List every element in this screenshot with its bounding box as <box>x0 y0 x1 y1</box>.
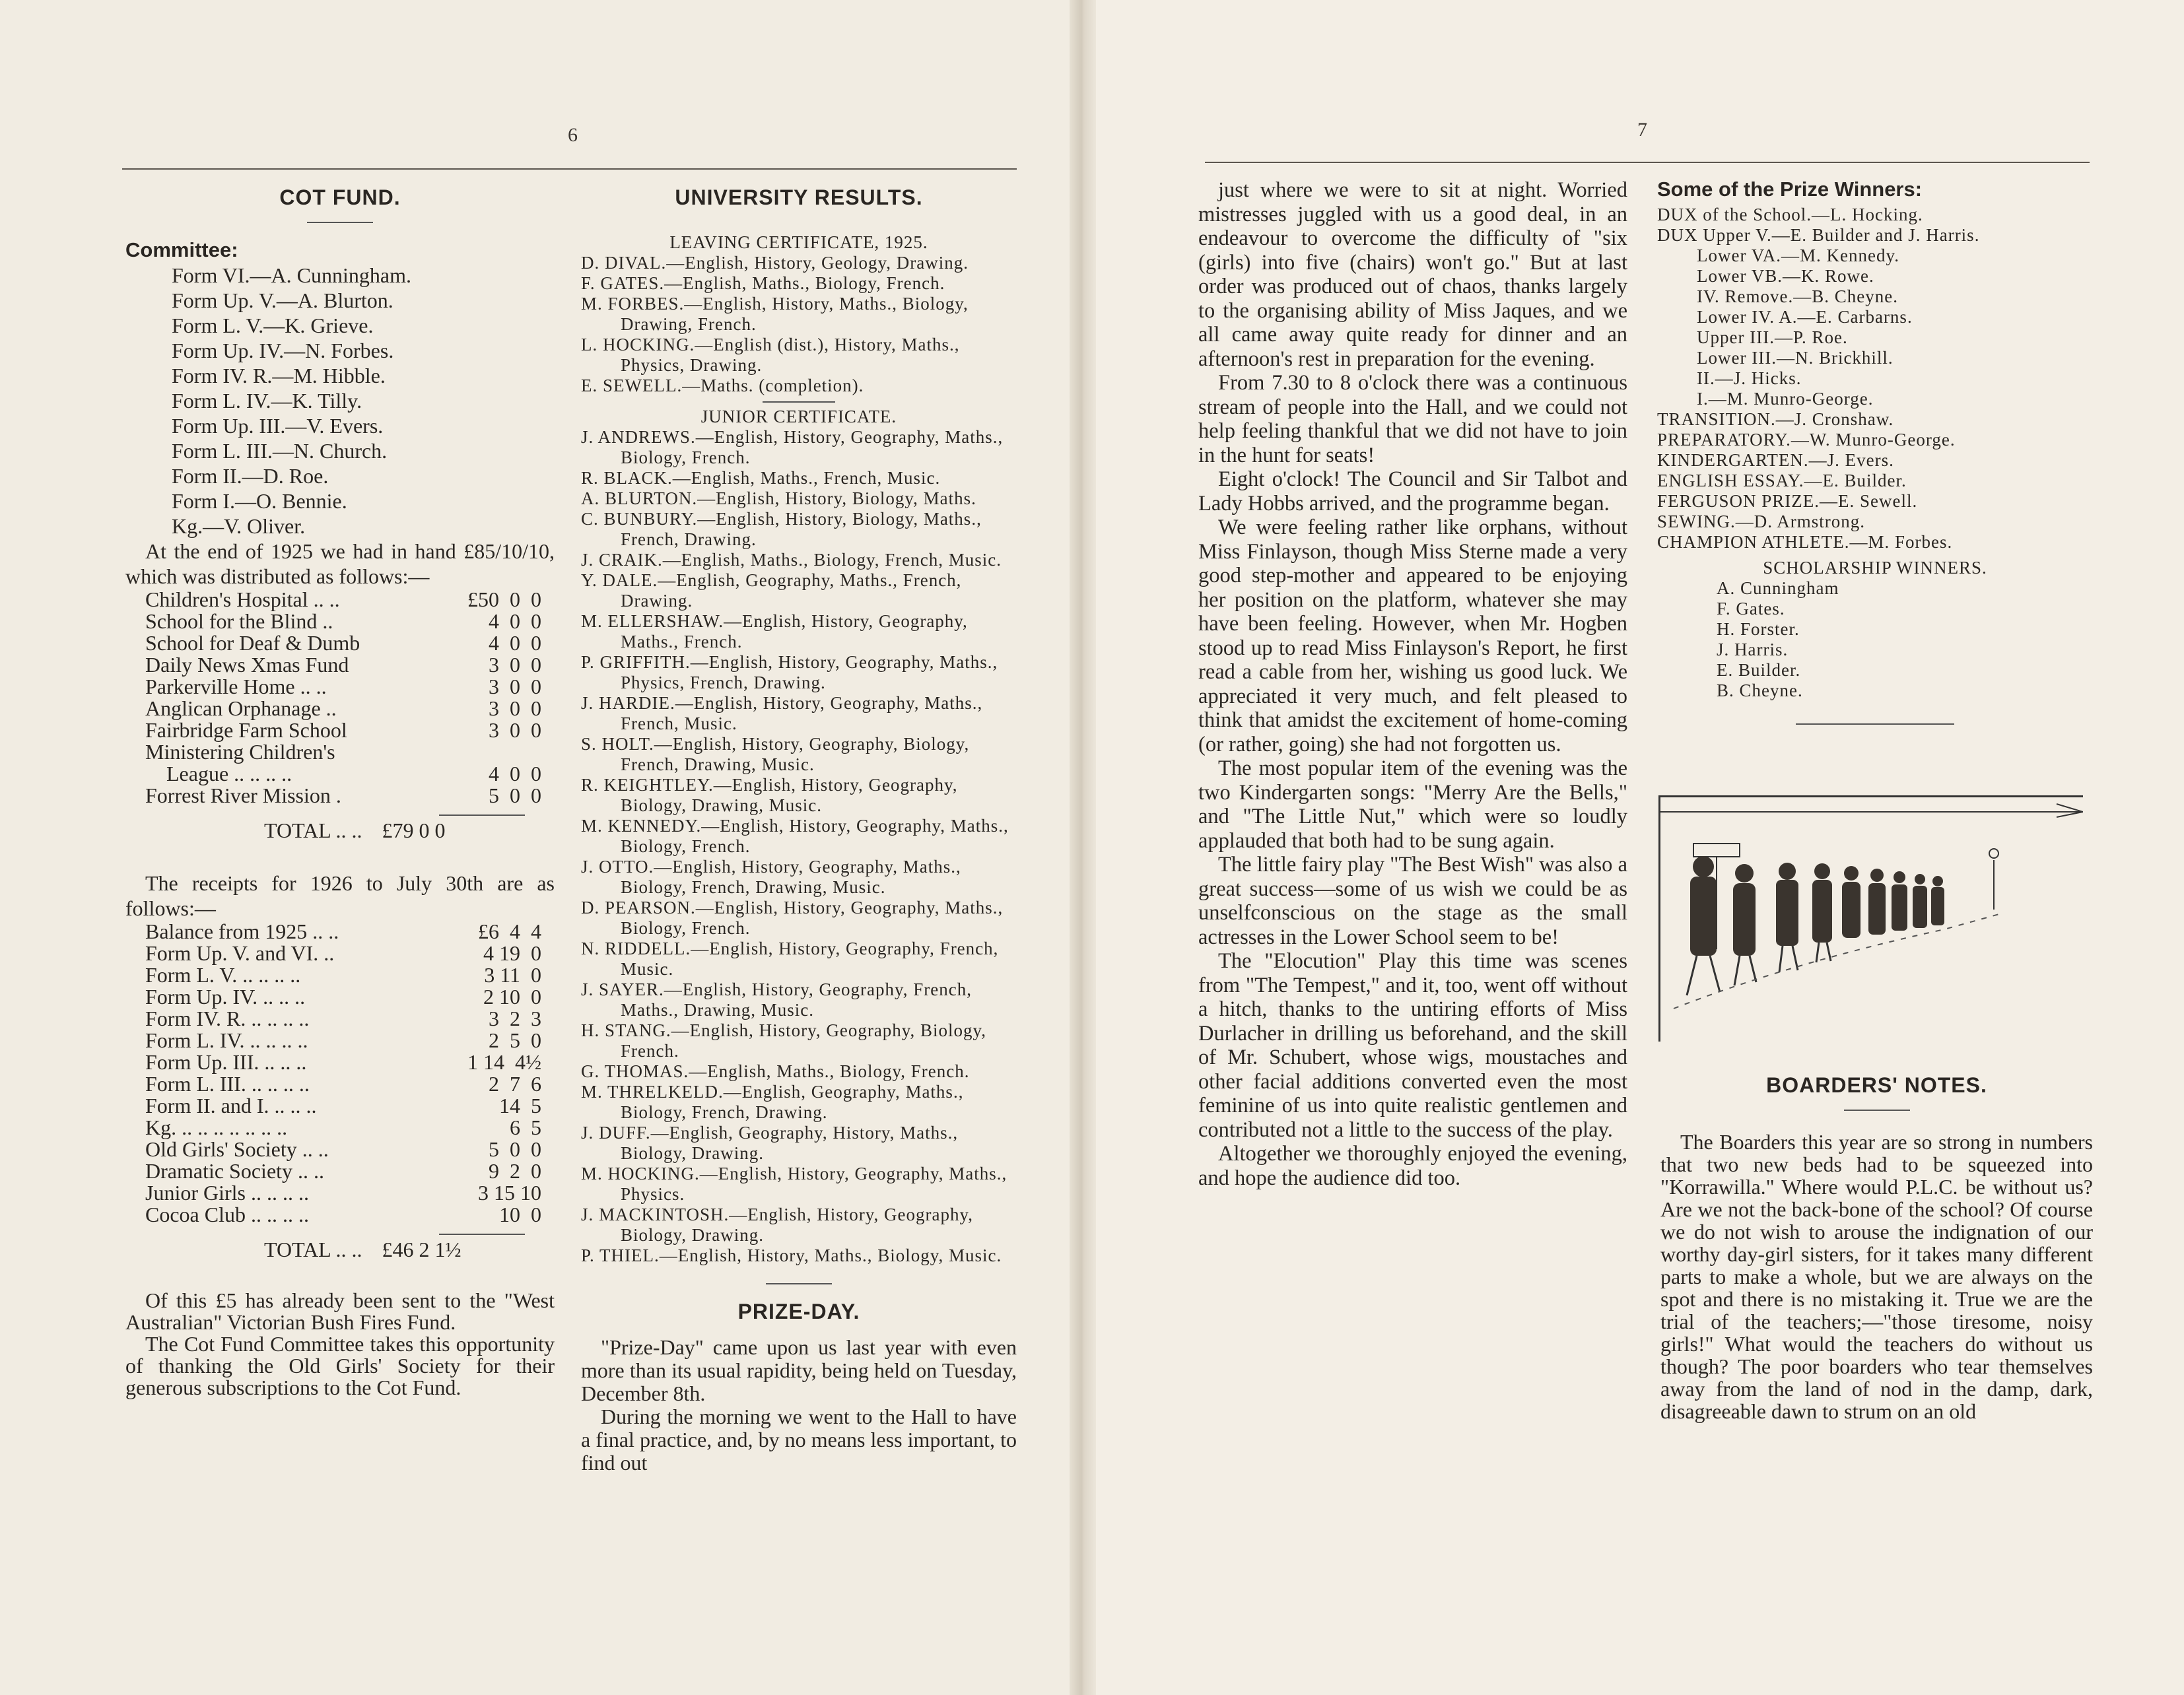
boarders-column <box>1660 1073 2093 1422</box>
committee-member: Form Up. IV.—N. Forbes. <box>172 339 394 362</box>
leaving-result: F. GATES.—English, Maths., Biology, French. <box>581 273 945 293</box>
receipt-row <box>145 1030 541 1051</box>
scholarship-winner: A. Cunningham <box>1717 578 1839 598</box>
receipt-row-amount: 6 5 <box>510 1115 541 1139</box>
distribution-row <box>145 654 541 676</box>
distribution-row-label: Parkerville Home .. .. <box>145 675 327 698</box>
junior-result: Y. DALE.—English, Geography, Maths., French, Drawing. <box>581 570 962 611</box>
receipt-row-amount: 5 0 0 <box>489 1137 541 1161</box>
receipt-row-label: Form L. V. .. .. .. .. <box>145 963 301 987</box>
receipt-row-amount: 3 15 10 <box>478 1181 541 1205</box>
receipt-row-label: Form Up. III. .. .. .. <box>145 1050 307 1074</box>
prize-winner: CHAMPION ATHLETE.—M. Forbes. <box>1657 532 1953 552</box>
total2-row <box>264 1239 461 1261</box>
narrative-paragraph: We were feeling rather like orphans, without Miss Finlayson, though Miss Sterne made a very good step-mother and appeared to be enjoying her position on the platform, whatever she may have been feeling. However, when Mr. Hogben stood up to read Miss Finlayson's Report, he first read a cable from her, wishing us good luck. We appreciated it very much, and felt pleased to think that amidst the excitement of home-coming (or rather, going) she had not forgotten us. <box>1198 515 1627 756</box>
marching-girls-drawing <box>1660 797 2083 1042</box>
university-column <box>581 185 1017 1475</box>
distribution-row <box>145 676 541 698</box>
committee-member: Form II.—D. Roe. <box>172 464 329 488</box>
distribution-row <box>145 785 541 807</box>
committee-member: Form L. IV.—K. Tilly. <box>172 389 362 413</box>
junior-result: M. THRELKELD.—English, Geography, Maths., Biology, French, Drawing. <box>581 1082 964 1122</box>
committee-member: Form L. III.—N. Church. <box>172 439 388 463</box>
top-rule-right <box>1205 162 2090 163</box>
junior-result: J. SAYER.—English, History, Geography, French, Maths., Drawing, Music. <box>581 980 972 1020</box>
distribution-row <box>145 763 541 785</box>
scholarship-winner: H. Forster. <box>1717 619 1800 639</box>
distribution-row-label: League .. .. .. .. <box>145 762 292 785</box>
prize-winner: DUX of the School.—L. Hocking. <box>1657 205 1923 224</box>
total1-amount: £79 0 0 <box>382 818 446 842</box>
prize-winner: TRANSITION.—J. Cronshaw. <box>1657 409 1894 429</box>
prize-day-narrative <box>1198 178 1627 1190</box>
junior-result: J. HARDIE.—English, History, Geography, Maths., French, Music. <box>581 693 983 733</box>
narrative-paragraph: just where we were to sit at night. Worried mistresses juggled with us a good deal, in an endeavour to overcome the difficulty of "six (girls) into five (chairs) won't go." But at last order was produced out of chaos, thanks largely to the organising ability of Miss Jaques, and we all came away quite ready for dinner and an afternoon's rest in preparation for the evening. <box>1198 178 1627 371</box>
receipt-row <box>145 1051 541 1073</box>
cot-fund-column <box>125 185 555 1399</box>
junior-heading: JUNIOR CERTIFICATE. <box>700 407 897 426</box>
narrative-paragraph: The "Elocution" Play this time was scenes from "The Tempest," and it, too, went off without a hitch, thanks to the untiring efforts of Miss Durlacher in drilling us beforehand, and the skill of Mr. Schubert, whose wigs, moustaches and other facial additions converted even the most feminine of us into quite realistic gentlemen and contributed not a little to the success of the play. <box>1198 949 1627 1142</box>
receipt-row-label: Form L. III. .. .. .. .. <box>145 1072 310 1096</box>
receipt-row <box>145 1095 541 1117</box>
section-rule <box>1844 1110 1910 1111</box>
junior-result: M. ELLERSHAW.—English, History, Geography, Maths., French. <box>581 611 968 651</box>
receipt-row <box>145 1073 541 1095</box>
distribution-row-label: Fairbridge Farm School <box>145 718 347 742</box>
receipt-row <box>145 1008 541 1030</box>
receipt-row <box>145 1139 541 1160</box>
receipts-table <box>145 921 541 1226</box>
receipt-row <box>145 986 541 1008</box>
distribution-row-amount: £50 0 0 <box>467 587 541 611</box>
receipt-row <box>145 1117 541 1139</box>
prize-winner: Lower III.—N. Brickhill. <box>1697 348 1894 368</box>
receipt-row-label: Cocoa Club .. .. .. .. <box>145 1203 309 1226</box>
junior-result: J. OTTO.—English, History, Geography, Maths., Biology, French, Drawing, Music. <box>581 857 961 897</box>
distribution-row-amount <box>430 741 541 763</box>
prize-winner: I.—M. Munro-George. <box>1697 389 1874 409</box>
receipt-row-label: Form Up. IV. .. .. .. <box>145 985 306 1009</box>
sum-rule <box>439 814 525 816</box>
receipt-row-amount: 3 11 0 <box>484 963 541 987</box>
prize-winners-list <box>1657 205 2093 552</box>
receipt-row-amount: 14 5 <box>499 1094 541 1117</box>
prize-winner: SEWING.—D. Armstrong. <box>1657 512 1865 531</box>
distribution-row-amount: 5 0 0 <box>489 783 541 807</box>
junior-result: D. PEARSON.—English, History, Geography, Maths., Biology, French. <box>581 898 1004 938</box>
prize-winner: PREPARATORY.—W. Munro-George. <box>1657 430 1956 449</box>
scholarship-list <box>1657 578 2093 701</box>
junior-result: J. CRAIK.—English, Maths., Biology, French, Music. <box>581 550 1002 570</box>
receipt-row-label: Form II. and I. .. .. .. <box>145 1094 317 1117</box>
distribution-row-amount: 4 0 0 <box>489 762 541 785</box>
distribution-row-label: Forrest River Mission . <box>145 783 341 807</box>
junior-result: N. RIDDELL.—English, History, Geography, French, Music. <box>581 939 999 979</box>
cot-fund-title: COT FUND. <box>279 185 401 209</box>
junior-result: G. THOMAS.—English, Maths., Biology, French. <box>581 1061 970 1081</box>
closing-paragraph-1: Of this £5 has already been sent to the "West Australian" Victorian Bush Fires Fund. <box>125 1288 555 1334</box>
distribution-row-label: Children's Hospital .. .. <box>145 587 340 611</box>
junior-result: P. THIEL.—English, History, Maths., Biology, Music. <box>581 1246 1002 1265</box>
committee-member: Form Up. V.—A. Blurton. <box>172 288 393 312</box>
receipt-row <box>145 964 541 986</box>
scholarship-title: SCHOLARSHIP WINNERS. <box>1763 558 1987 578</box>
receipt-row-label: Form IV. R. .. .. .. .. <box>145 1007 310 1030</box>
total1-label: TOTAL .. .. <box>264 818 362 842</box>
junior-result: M. HOCKING.—English, History, Geography, Maths., Physics. <box>581 1164 1007 1204</box>
distribution-row-amount: 3 0 0 <box>489 653 541 677</box>
narrative-paragraph: Eight o'clock! The Council and Sir Talbot and Lady Hobbs arrived, and the programme began. <box>1198 467 1627 515</box>
receipts-intro: The receipts for 1926 to July 30th are as follows:— <box>125 871 555 920</box>
prize-winner: Lower IV. A.—E. Carbarns. <box>1697 307 1913 327</box>
committee-member: Form Up. III.—V. Evers. <box>172 414 384 438</box>
leaving-heading: LEAVING CERTIFICATE, 1925. <box>669 232 928 252</box>
section-rule <box>766 1283 832 1284</box>
distribution-row <box>145 719 541 741</box>
scholarship-winner: E. Builder. <box>1717 660 1801 680</box>
leaving-result: L. HOCKING.—English (dist.), History, Maths., Physics, Drawing. <box>581 335 960 375</box>
boarders-title: BOARDERS' NOTES. <box>1766 1073 1987 1097</box>
prize-winner: FERGUSON PRIZE.—E. Sewell. <box>1657 491 1918 511</box>
scholarship-winner: J. Harris. <box>1717 640 1789 659</box>
junior-result: M. KENNEDY.—English, History, Geography, Maths., Biology, French. <box>581 816 1009 856</box>
distribution-row-label: Ministering Children's <box>145 740 335 764</box>
junior-result: H. STANG.—English, History, Geography, Biology, French. <box>581 1020 987 1061</box>
leaving-result: M. FORBES.—English, History, Maths., Biology, Drawing, French. <box>581 294 969 334</box>
boarders-sketch <box>1658 795 2083 1042</box>
scholarship-winner: F. Gates. <box>1717 599 1785 618</box>
university-title: UNIVERSITY RESULTS. <box>675 185 923 209</box>
receipt-row-amount: 2 5 0 <box>489 1028 541 1052</box>
narrative-paragraph: The most popular item of the evening was the two Kindergarten songs: "Merry Are the Bells," and "The Little Nut," which were so loudly applauded that both had to be sung again. <box>1198 756 1627 853</box>
receipt-row-label: Form L. IV. .. .. .. .. <box>145 1028 308 1052</box>
distribution-row <box>145 611 541 632</box>
leaving-results <box>581 253 1017 396</box>
narrative-paragraph: From 7.30 to 8 o'clock there was a continuous stream of people into the Hall, and we could not help feeling thankful that we did not have to join in the hunt for seats! <box>1198 371 1627 467</box>
page-number-left: 6 <box>568 124 578 146</box>
distribution-row-label: School for the Blind .. <box>145 609 333 633</box>
receipt-row-label: Dramatic Society .. .. <box>145 1159 325 1183</box>
distribution-row-label: School for Deaf & Dumb <box>145 631 360 655</box>
prize-winner: KINDERGARTEN.—J. Evers. <box>1657 450 1894 470</box>
junior-result: P. GRIFFITH.—English, History, Geography, Maths., Physics, French, Drawing. <box>581 652 998 692</box>
distribution-row-amount: 4 0 0 <box>489 609 541 633</box>
total2-amount: £46 2 1½ <box>382 1238 461 1261</box>
receipt-row <box>145 1160 541 1182</box>
prize-winner: IV. Remove.—B. Cheyne. <box>1697 286 1898 306</box>
section-rule <box>307 222 373 223</box>
junior-result: S. HOLT.—English, History, Geography, Biology, French, Drawing, Music. <box>581 734 970 774</box>
prize-winner: II.—J. Hicks. <box>1697 368 1802 388</box>
committee-label: Committee: <box>125 238 238 261</box>
receipt-row-amount: 2 7 6 <box>489 1072 541 1096</box>
sum-rule <box>439 1234 525 1235</box>
prize-day-title: PRIZE-DAY. <box>737 1300 860 1323</box>
receipt-row-label: Old Girls' Society .. .. <box>145 1137 329 1161</box>
receipt-row-amount: 3 2 3 <box>489 1007 541 1030</box>
committee-member: Form IV. R.—M. Hibble. <box>172 364 386 387</box>
receipt-row-amount: 4 19 0 <box>483 941 541 965</box>
junior-result: J. DUFF.—English, Geography, History, Maths., Biology, Drawing. <box>581 1123 959 1163</box>
distribution-row-amount: 3 0 0 <box>489 675 541 698</box>
receipt-row <box>145 943 541 964</box>
receipt-row-amount: 1 14 4½ <box>467 1050 541 1074</box>
receipt-row <box>145 921 541 943</box>
junior-result: A. BLURTON.—English, History, Biology, Maths. <box>581 488 976 508</box>
distribution-row <box>145 632 541 654</box>
narrative-paragraph: The little fairy play "The Best Wish" was also a great success—some of us wish we could be as unselfconscious on the stage as the small actresses in the Lower School seem to be! <box>1198 853 1627 949</box>
prize-winner: Lower VA.—M. Kennedy. <box>1697 246 1899 265</box>
receipt-row-amount: 2 10 0 <box>483 985 541 1009</box>
junior-result: J. ANDREWS.—English, History, Geography, Maths., Biology, French. <box>581 427 1004 467</box>
section-rule <box>763 401 835 403</box>
distribution-row-label: Anglican Orphanage .. <box>145 696 337 720</box>
leaving-result: D. DIVAL.—English, History, Geology, Drawing. <box>581 253 969 273</box>
closing-paragraph-2: The Cot Fund Committee takes this opportunity of thanking the Old Girls' Society for their generous subscriptions to the Cot Fund. <box>125 1332 555 1399</box>
receipt-row-amount: £6 4 4 <box>478 919 541 943</box>
leaving-result: E. SEWELL.—Maths. (completion). <box>581 376 864 395</box>
distribution-row-label: Daily News Xmas Fund <box>145 653 349 677</box>
page-number-right: 7 <box>1637 119 1647 141</box>
receipt-row-amount: 10 0 <box>499 1203 541 1226</box>
distribution-row-amount: 4 0 0 <box>489 631 541 655</box>
distribution-row <box>145 698 541 719</box>
distribution-row <box>145 741 541 763</box>
book-spine <box>1070 0 1096 1695</box>
receipt-row-amount: 9 2 0 <box>489 1159 541 1183</box>
receipt-row-label: Form Up. V. and VI. .. <box>145 941 335 965</box>
junior-result: R. KEIGHTLEY.—English, History, Geography, Biology, Drawing, Music. <box>581 775 958 815</box>
prize-day-para-2: During the morning we went to the Hall to have a final practice, and, by no means less important, to find out <box>581 1405 1017 1475</box>
distribution-row <box>145 589 541 611</box>
committee-member: Form L. V.—K. Grieve. <box>172 314 374 337</box>
prize-winner: ENGLISH ESSAY.—E. Builder. <box>1657 471 1907 490</box>
distribution-row-amount: 3 0 0 <box>489 718 541 742</box>
junior-result: J. MACKINTOSH.—English, History, Geography, Biology, Drawing. <box>581 1205 973 1245</box>
total1-row <box>264 820 446 842</box>
prize-day-para-1: "Prize-Day" came upon us last year with even more than its usual rapidity, being held on Tuesday, December 8th. <box>581 1335 1017 1405</box>
receipt-row <box>145 1182 541 1204</box>
receipt-row-label: Junior Girls .. .. .. .. <box>145 1181 309 1205</box>
section-rule <box>1796 723 1954 725</box>
committee-list <box>125 263 555 539</box>
receipt-row-label: Kg. .. .. .. .. .. .. .. <box>145 1115 288 1139</box>
committee-member: Form I.—O. Bennie. <box>172 489 347 513</box>
junior-result: C. BUNBURY.—English, History, Biology, Maths., French, Drawing. <box>581 509 982 549</box>
prize-winners-column <box>1657 177 2093 725</box>
distribution-row-amount: 3 0 0 <box>489 696 541 720</box>
receipt-row <box>145 1204 541 1226</box>
narrative-paragraph: Altogether we thoroughly enjoyed the evening, and hope the audience did too. <box>1198 1142 1627 1190</box>
committee-member: Form VI.—A. Cunningham. <box>172 263 411 287</box>
junior-result: R. BLACK.—English, Maths., French, Music. <box>581 468 941 488</box>
prize-winner: DUX Upper V.—E. Builder and J. Harris. <box>1657 225 1980 245</box>
total2-label: TOTAL .. .. <box>264 1238 362 1261</box>
cot-fund-intro: At the end of 1925 we had in hand £85/10/10, which was distributed as follows:— <box>125 539 555 588</box>
junior-results <box>581 427 1017 1266</box>
receipt-row-label: Balance from 1925 .. .. <box>145 919 339 943</box>
scholarship-winner: B. Cheyne. <box>1717 681 1803 700</box>
boarders-paragraph: The Boarders this year are so strong in numbers that two new beds had to be squeezed into "Korrawilla." Where would P.L.C. be without us? Are we not the back-bone of the school? Of course we do not wish to arouse the indignation of our worthy day-girl sisters, for it takes many different parts to make a whole, but we are always on the spot and there is no mistaking it. True we are the trial of the teachers;—"those tiresome, noisy girls!" What would the teachers do without us though? The poor boarders who tear themselves away from the land of nod in the damp, dark, disagreeable dawn to strum on an old <box>1660 1130 2093 1423</box>
prize-winner: Upper III.—P. Roe. <box>1697 327 1848 347</box>
top-rule-left <box>122 168 1017 170</box>
committee-member: Kg.—V. Oliver. <box>172 514 306 538</box>
prize-winners-title: Some of the Prize Winners: <box>1657 178 1923 201</box>
distribution-table <box>145 589 541 807</box>
prize-winner: Lower VB.—K. Rowe. <box>1697 266 1874 286</box>
